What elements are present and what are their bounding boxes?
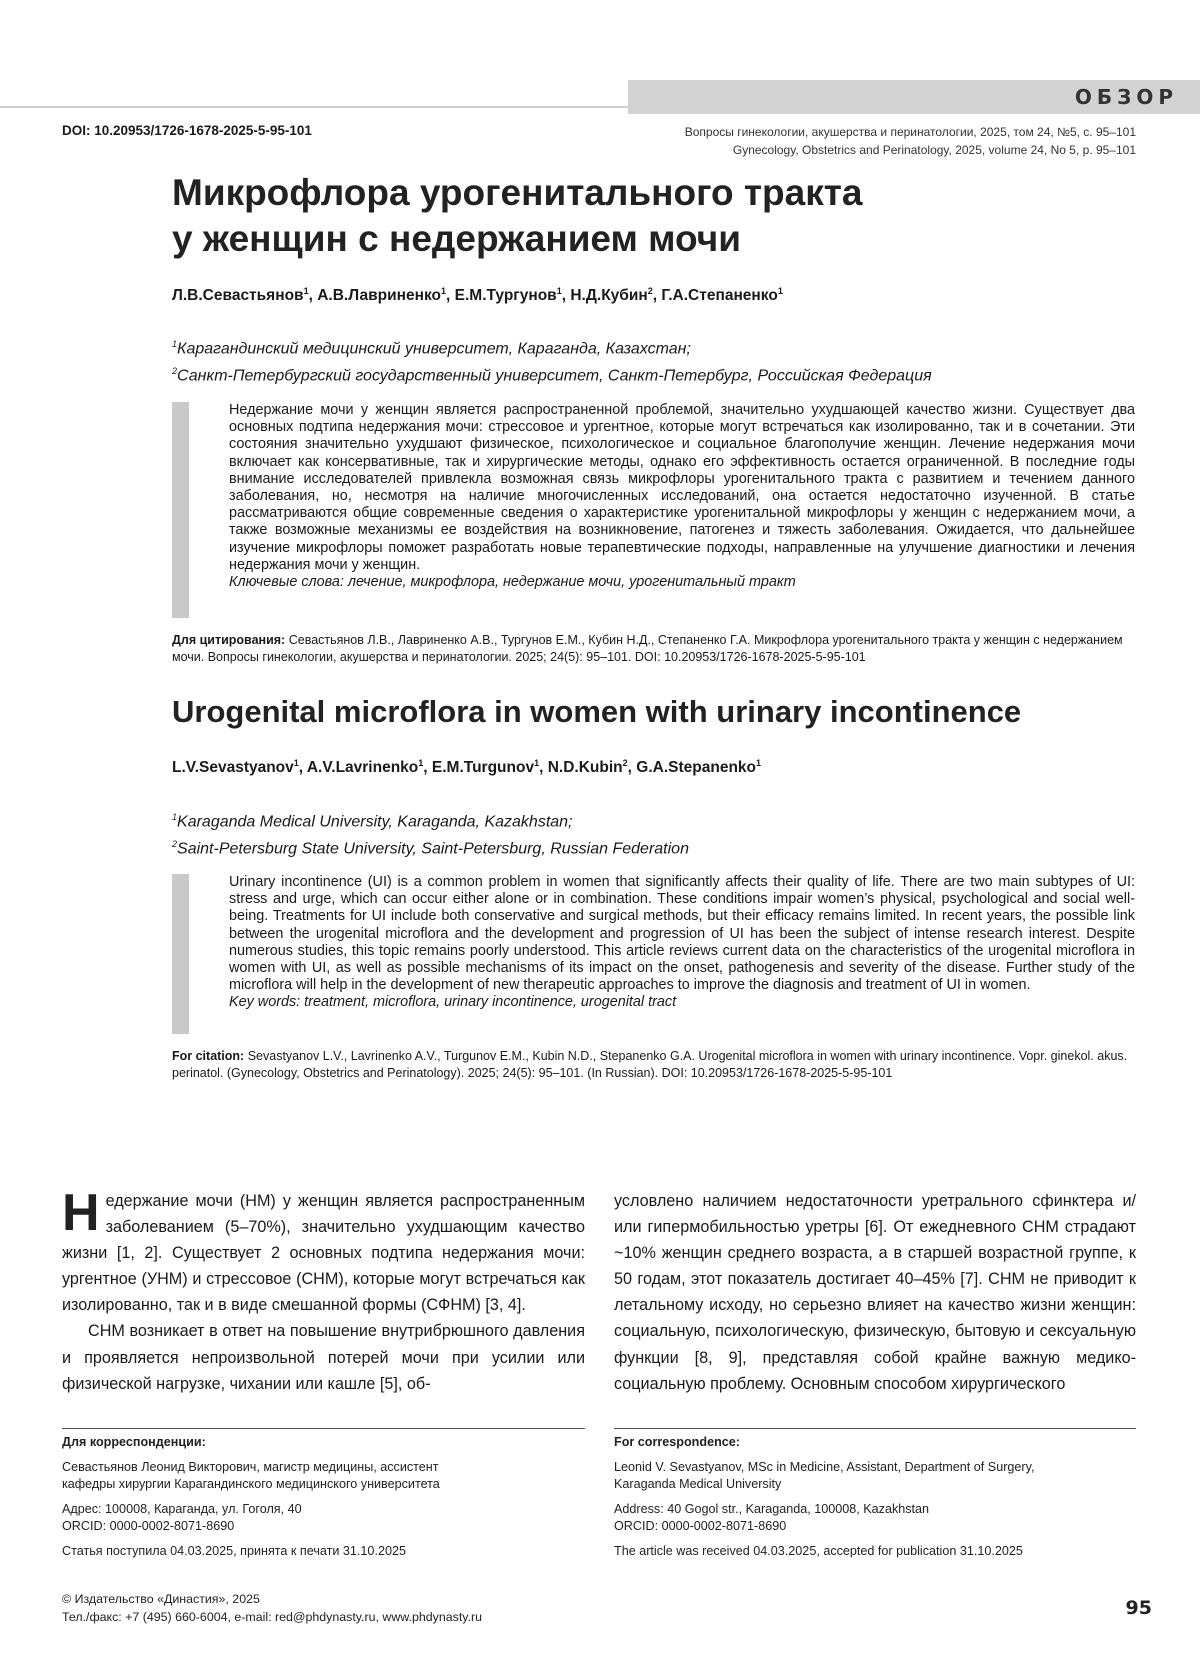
section-label-tab (628, 80, 1200, 114)
body-paragraph: Недержание мочи (НМ) у женщин является распространенным заболеванием (5–70%), значительно ухудшающим качество жизни [1, 2]. Существует 2 основных подтипа недержания мочи: ургентное (УНМ) и стрессовое (СНМ), которые могут встречаться как изолированно, так и в виде смешанной формы (СФНМ) [3, 4]. (62, 1184, 585, 1315)
title-ru-line1: Микрофлора урогенитального тракта (172, 172, 863, 213)
divider (62, 1428, 585, 1429)
corr-name-line: Leonid V. Sevastyanov, MSc in Medicine, Assistant, Department of Surgery, (614, 1460, 1035, 1474)
copyright: © Издательство «Династия», 2025 (62, 1592, 260, 1606)
aff-sup: 1 (172, 812, 178, 822)
corr-address: Адрес: 100008, Караганда, ул. Гоголя, 40 (62, 1502, 302, 1516)
abstract-en-bar (172, 874, 189, 1034)
corr-orcid[interactable]: ORCID: 0000-0002-8071-8690 (62, 1519, 235, 1533)
author-sup: 1 (756, 758, 762, 768)
citation-en (172, 1048, 1135, 1082)
page-number: 95 (1125, 1597, 1152, 1619)
drop-cap: Н (62, 1184, 100, 1242)
journal-info (685, 123, 1136, 159)
divider (614, 1428, 1136, 1429)
abstract-ru-bar (172, 402, 189, 618)
journal-en: Gynecology, Obstetrics and Perinatology, 2025, volume 24, No 5, p. 95–101 (732, 143, 1136, 157)
citation-ru (172, 632, 1135, 666)
correspondence-ru-title: Для корреспонденции: (62, 1435, 206, 1449)
author-sup: 2 (647, 286, 653, 296)
contacts[interactable]: Тел./факс: +7 (495) 660-6004, e-mail: red@phdynasty.ru, www.phdynasty.ru (62, 1610, 483, 1624)
corr-name-line: Karaganda Medical University (614, 1477, 782, 1491)
affiliation: $^1$Karaganda Medical University, Karaganda, Kazakhstan; (172, 812, 573, 831)
body-paragraph: СНМ возникает в ответ на повышение внутрибрюшного давления и проявляется непроизвольной потерей мочи при усилии или физической нагрузке, чихании или кашле [5], об- (62, 1322, 585, 1393)
affiliation: $^2$Санкт-Петербургский государственный университет, Санкт-Петербург, Российская Федерация (172, 366, 932, 385)
corr-received: Статья поступила 04.03.2025, принята к печати 31.10.2025 (62, 1544, 406, 1558)
correspondence-en-title: For correspondence: (614, 1435, 740, 1449)
author-sup: 1 (777, 286, 783, 296)
keywords-ru: Ключевые слова: лечение, микрофлора, недержание мочи, урогенитальный тракт (229, 574, 796, 591)
journal-ru: Вопросы гинекологии, акушерства и перинатологии, 2025, том 24, №5, с. 95–101 (684, 125, 1136, 139)
author: Е.М.Тургунов (454, 287, 557, 305)
abstract-ru-text: Недержание мочи у женщин является распространенной проблемой, значительно ухудшающей качество жизни. Существует два основных подтипа недержания мочи: стрессовое и ургентное, которые могут встречаться как изолированно, так и в сочетании. Эти состояния значительно ухудшают физическое, психологическое и социальное благополучие женщин. Лечение недержания мочи включает как консервативные, так и хирургические методы, однако его эффективность остается ограниченной. В последние годы внимание исследователей привлекла возможная связь микрофлоры урогенитального тракта с развитием и течением данного заболевания, но, несмотря на наличие многочисленных исследований, она остается недостаточно изученной. В статье рассматриваются общие современные сведения о характеристике урогенитальной микрофлоры у женщин с недержанием мочи, а также возможные механизмы ее воздействия на возникновение, патогенез и тяжесть заболевания. Ожидается, что дальнейшее изучение микрофлоры поможет разработать новые терапевтические подходы, направленные на улучшение диагностики и лечения недержания мочи у женщин. (229, 402, 1135, 573)
aff-sup: 2 (172, 366, 178, 377)
author: A.V.Lavrinenko (306, 759, 419, 777)
footer (62, 1590, 482, 1626)
author: E.M.Turgunov (431, 759, 535, 777)
aff-sup: 1 (172, 339, 178, 349)
citation-ru-label: Для цитирования: (172, 633, 286, 647)
correspondence-en (614, 1434, 1136, 1560)
author: А.В.Лавриненко (317, 287, 442, 305)
body-right-column (614, 1188, 1136, 1397)
corr-name-line: кафедры хирургии Карагандинского медицинского университета (62, 1477, 440, 1491)
corr-orcid[interactable]: ORCID: 0000-0002-8071-8690 (614, 1519, 787, 1533)
body-paragraph: условлено наличием недостаточности уретрального сфинктера и/или гипермобильностью уретры [6]. От ежедневного СНМ страдают ~10% женщин среднего возраста, а в старшей возрастной группе, к 50 годам, этот показатель достигает 40–45% [7]. СНМ не приводит к летальному исходу, но серьезно влияет на качество жизни женщин: социальную, психологическую, физическую, бытовую и сексуальную функции [8, 9], представляя собой крайне важную медико-социальную проблему. Основным способом хирургического (614, 1192, 1136, 1393)
citation-en-label: For citation: (172, 1049, 245, 1063)
abstract-en (229, 874, 1135, 1012)
citation-ru-text: Севастьянов Л.В., Лавриненко А.В., Тургунов Е.М., Кубин Н.Д., Степаненко Г.А. Микрофлора урогенитального тракта у женщин с недержанием мочи. Вопросы гинекологии, акушерства и перинатологии. 2025; 24(5): 95–101. DOI: 10.20953/1726-1678-2025-5-95-101 (172, 633, 1123, 664)
author: G.A.Stepanenko (636, 759, 756, 777)
author-sup: 1 (441, 286, 447, 296)
authors-en: L.V.Sevastyanov$^1$, A.V.Lavrinenko$^1$, E.M.Turgunov$^1$, N.D.Kubin$^2$, G.A.Stepanenko$^1$ (172, 758, 762, 777)
author-sup: 1 (556, 286, 562, 296)
aff-sup: 2 (172, 839, 178, 850)
author-sup: 1 (303, 286, 309, 296)
title-ru-line2: у женщин с недержанием мочи (172, 218, 741, 259)
section-label: ОБЗОР (1074, 85, 1178, 109)
affiliation: $^1$Карагандинский медицинский университет, Караганда, Казахстан; (172, 339, 691, 358)
author: N.D.Kubin (547, 759, 623, 777)
corr-address: Address: 40 Gogol str., Karaganda, 100008, Kazakhstan (614, 1502, 930, 1516)
affiliation: $^2$Saint-Petersburg State University, Saint-Petersburg, Russian Federation (172, 839, 689, 858)
affiliations-ru (172, 333, 932, 388)
header-rule (0, 106, 628, 108)
author: Г.А.Степаненко (661, 287, 778, 305)
author: Л.В.Севастьянов (172, 287, 304, 305)
correspondence-ru (62, 1434, 585, 1560)
keywords-en: Key words: treatment, microflora, urinary incontinence, urogenital tract (229, 994, 677, 1011)
doi[interactable]: DOI: 10.20953/1726-1678-2025-5-95-101 (62, 123, 312, 138)
author-sup: 1 (418, 758, 424, 768)
author-sup: 2 (622, 758, 628, 768)
citation-en-text: Sevastyanov L.V., Lavrinenko A.V., Turgunov E.M., Kubin N.D., Stepanenko G.A. Urogenital microflora in women with urinary incontinence. Vopr. ginekol. akus. perinatol. (Gynecology, Obstetrics and Perinatology). 2025; 24(5): 95–101. (In Russian). DOI: 10.20953/1726-1678-2025-5-95-101 (172, 1049, 1128, 1080)
abstract-ru (229, 402, 1135, 591)
corr-name-line: Севастьянов Леонид Викторович, магистр медицины, ассистент (62, 1460, 439, 1474)
author-sup: 1 (293, 758, 299, 768)
author-sup: 1 (534, 758, 540, 768)
body-left-column (62, 1184, 585, 1397)
authors-ru: Л.В.Севастьянов$^1$, А.В.Лавриненко$^1$, Е.М.Тургунов$^1$, Н.Д.Кубин$^2$, Г.А.Степаненко$^1$ (172, 286, 783, 305)
abstract-en-text: Urinary incontinence (UI) is a common problem in women that significantly affects their quality of life. There are two main subtypes of UI: stress and urge, which can occur either alone or in combination. These conditions impair women’s physical, psychological and social well-being. Treatments for UI include both conservative and surgical methods, but their efficacy remains limited. In recent years, the possible link between the urogenital microflora and the development and progression of UI has been the subject of intense research interest. Despite numerous studies, this topic remains poorly understood. This article reviews current data on the characteristics of the urogenital microflora in women with UI, as well as possible mechanisms of its impact on the onset, pathogenesis and severity of the disease. Further study of the microflora will help in the development of new therapeutic approaches to improve the diagnosis and treatment of UI in women. (229, 874, 1135, 994)
article-title-ru (172, 170, 862, 262)
author: Н.Д.Кубин (570, 287, 648, 305)
corr-received: The article was received 04.03.2025, accepted for publication 31.10.2025 (614, 1544, 1023, 1558)
author: L.V.Sevastyanov (172, 759, 294, 777)
article-title-en: Urogenital microflora in women with urinary incontinence (172, 694, 1022, 729)
affiliations-en (172, 806, 689, 861)
